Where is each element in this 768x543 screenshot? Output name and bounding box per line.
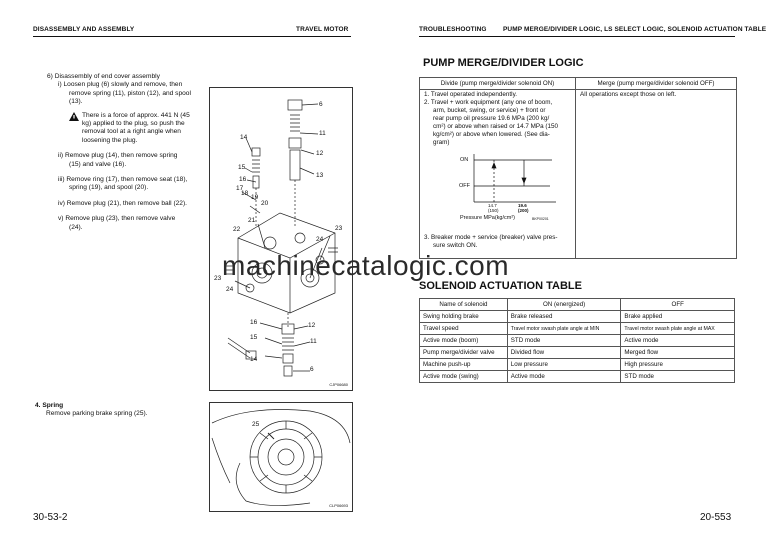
table-cell: Active mode (swing) <box>420 371 508 383</box>
step6-i-line: remove spring (11), piston (12), and spool <box>69 89 191 97</box>
table-header: ON (energized) <box>507 299 621 311</box>
left-header-section: DISASSEMBLY AND ASSEMBLY <box>33 26 135 33</box>
logic-col2-header: Merge (pump merge/divider solenoid OFF) <box>576 78 736 90</box>
callout-label: 21 <box>248 217 256 224</box>
caution-line: loosening the plug. <box>82 136 138 144</box>
table-cell: STD mode <box>507 335 621 347</box>
step6-v-line: v) Remove plug (23), then remove valve <box>58 215 176 223</box>
callout-label: 12 <box>308 322 316 329</box>
right-page-number: 20-553 <box>700 512 732 523</box>
graph-axis-label: Pressure MPa(kg/cm²) <box>460 215 516 221</box>
callout-label: 20 <box>261 200 269 207</box>
table-cell: Travel motor swash plate angle at MAX <box>621 323 735 335</box>
caution-line: There is a force of approx. 441 N (45 <box>82 111 190 119</box>
table-cell: Active mode <box>507 371 621 383</box>
step6-iii-line: iii) Remove ring (17), then remove seat (18), <box>58 176 188 184</box>
logic-table <box>419 77 737 259</box>
table-row <box>420 323 735 335</box>
caution-line: removal tool at a right angle when <box>82 128 181 136</box>
table-cell: Active mode (boom) <box>420 335 508 347</box>
step6-ii-line: (15) and valve (16). <box>69 160 127 168</box>
table-row <box>420 335 735 347</box>
left-page-number: 30-53-2 <box>33 512 68 523</box>
step6-ii <box>47 152 207 169</box>
graph-tick-2: 19.6 <box>518 203 527 208</box>
table-cell: Swing holding brake <box>420 311 508 323</box>
divide-item: 2. Travel + work equipment (any one of boom, <box>424 99 553 106</box>
callout-label: 22 <box>233 226 241 233</box>
graph-tick-1: 14.7 <box>488 203 497 208</box>
watermark: machinecatalogic.com <box>222 250 510 281</box>
table-row <box>420 311 735 323</box>
right-header-section: TROUBLESHOOTING <box>419 26 487 33</box>
callout-label: 23 <box>335 225 343 232</box>
callout-label: 14 <box>240 134 248 141</box>
callout-label: 15 <box>250 334 258 341</box>
left-header-chapter: TRAVEL MOTOR <box>296 26 349 33</box>
step6-block <box>47 73 207 232</box>
divide-conditions <box>424 91 574 147</box>
left-header-rule <box>33 36 351 37</box>
step6-i-line: i) Loosen plug (6) slowly and remove, then <box>58 81 183 89</box>
callout-label: 15 <box>238 164 246 171</box>
caution-line: kg) applied to the plug, so push the <box>82 120 185 128</box>
step6-iii-line: spring (19), and spool (20). <box>69 184 149 192</box>
callout-label: 19 <box>251 194 259 201</box>
graph-tick-1-sub: (150) <box>488 208 499 213</box>
table-cell: Brake applied <box>621 311 735 323</box>
callout-label: 13 <box>316 172 324 179</box>
table-cell: Pump merge/divider valve <box>420 347 508 359</box>
callout-label: 24 <box>316 236 324 243</box>
table-cell: STD mode <box>621 371 735 383</box>
right-header-rule <box>419 36 735 37</box>
callout-label: 23 <box>214 275 222 282</box>
table-cell: Travel motor swash plate angle at MIN <box>507 323 621 335</box>
callout-label: 16 <box>250 319 258 326</box>
step6-i <box>47 81 207 106</box>
table-cell: Machine push-up <box>420 359 508 371</box>
right-header-chapter: PUMP MERGE/DIVIDER LOGIC, LS SELECT LOGIC, SOLENOID ACTUATION TABLE <box>503 26 767 33</box>
logic-col1-header: Divide (pump merge/divider solenoid ON) <box>420 78 576 90</box>
divide-item: arm, bucket, swing, or service) + front or <box>433 107 546 114</box>
callout-label: 24 <box>226 286 234 293</box>
end-cover-exploded-drawing <box>210 88 352 390</box>
step6-iii <box>47 176 207 193</box>
table-cell: Merged flow <box>621 347 735 359</box>
table-header: OFF <box>621 299 735 311</box>
graph-tick-2-sub: (200) <box>518 208 529 213</box>
table-cell: Travel speed <box>420 323 508 335</box>
callout-label: 18 <box>241 190 249 197</box>
table-row <box>420 359 735 371</box>
callout-label: 14 <box>250 356 258 363</box>
step6-v-line: (24). <box>69 223 83 231</box>
table-row <box>420 371 735 383</box>
graph-code: BKP00201 <box>532 217 549 221</box>
table-header: Name of solenoid <box>420 299 508 311</box>
callout-label: 6 <box>319 101 323 108</box>
step4-block <box>35 402 148 419</box>
step6-v <box>47 215 207 232</box>
callout-label: 16 <box>239 176 247 183</box>
table-cell: Divided flow <box>507 347 621 359</box>
caution-note <box>47 112 207 146</box>
solenoid-table <box>419 298 735 383</box>
callout-label: 6 <box>310 366 314 373</box>
table-cell: High pressure <box>621 359 735 371</box>
step6-ii-line: ii) Remove plug (14), then remove spring <box>58 152 178 160</box>
graph-on-label: ON <box>460 157 469 163</box>
table-cell: Brake released <box>507 311 621 323</box>
table-cell: Low pressure <box>507 359 621 371</box>
callout-label: 17 <box>236 185 244 192</box>
end-cover-exploded-figure <box>209 87 353 391</box>
warning-icon <box>69 112 79 121</box>
solenoid-title: SOLENOID ACTUATION TABLE <box>419 280 582 292</box>
figure-code: CLP06693 <box>329 503 348 508</box>
divide-item: 1. Travel operated independently. <box>424 91 518 98</box>
callout-label: 25 <box>252 421 260 428</box>
table-header-row <box>420 299 735 311</box>
callout-label: 12 <box>316 150 324 157</box>
merge-conditions: All operations except those on left. <box>580 91 677 98</box>
logic-title: PUMP MERGE/DIVIDER LOGIC <box>423 57 584 69</box>
step6-title: 6) Disassembly of end cover assembly <box>47 73 160 80</box>
divide-item: sure switch ON. <box>433 242 478 249</box>
divide-item: gram) <box>433 139 450 146</box>
parking-brake-drawing <box>210 403 352 511</box>
step4-text: Remove parking brake spring (25). <box>46 410 148 418</box>
graph-off-label: OFF <box>459 183 470 189</box>
parking-brake-figure <box>209 402 353 512</box>
logic-col-divider <box>575 89 576 258</box>
table-cell: Active mode <box>621 335 735 347</box>
callout-label: 11 <box>310 338 317 345</box>
divide-item: kg/cm²) or above when lowered. (See dia- <box>433 131 550 138</box>
step6-i-line: (13). <box>69 98 83 106</box>
step6-iv: iv) Remove plug (21), then remove ball (22). <box>58 199 187 207</box>
step4-title: 4. Spring <box>35 402 64 409</box>
divide-item: cm²) or above when raised or 14.7 MPa (150 <box>433 123 558 130</box>
figure-code: CJP06680 <box>329 382 348 387</box>
table-row <box>420 347 735 359</box>
divide-item-3 <box>424 234 574 250</box>
callout-label: 11 <box>319 130 326 137</box>
divide-item: rear pump oil pressure 19.6 MPa (200 kg/ <box>433 115 550 122</box>
divide-item: 3. Breaker mode + service (breaker) valve pres- <box>424 234 558 241</box>
